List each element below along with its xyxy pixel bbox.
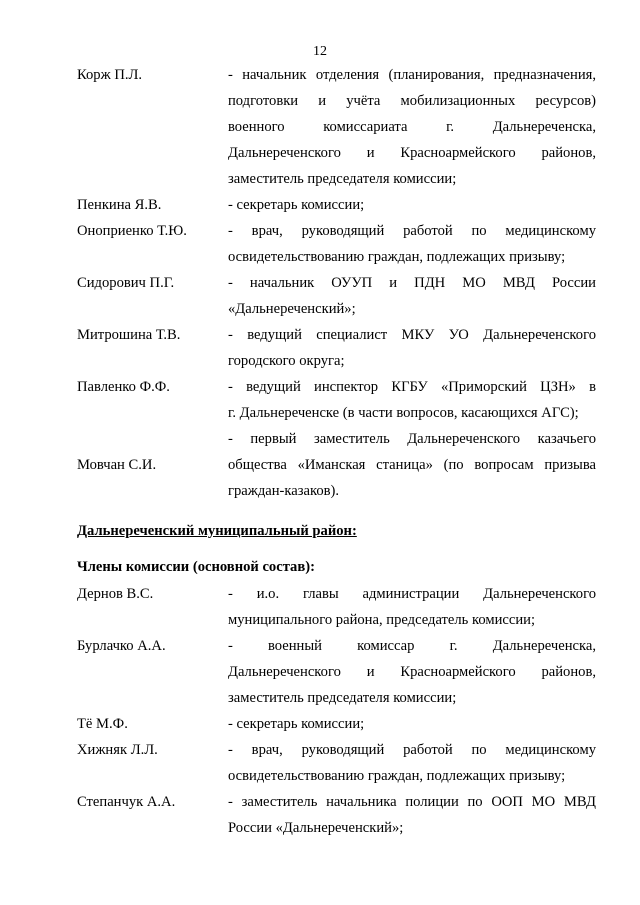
role-line: общества «Иманская станица» (по вопросам призыва: [228, 457, 596, 473]
member-role: [228, 218, 596, 270]
role-line: - первый заместитель Дальнереченского казачьего: [228, 431, 596, 447]
role-line: городского округа;: [228, 353, 345, 369]
member-name: Оноприенко Т.Ю.: [77, 223, 187, 239]
role-line: - и.о. главы администрации Дальнереченского: [228, 586, 596, 602]
role-line: Дальнереченского и Красноармейского районов,: [228, 145, 596, 161]
member-role: [228, 737, 596, 789]
role-line: - заместитель начальника полиции по ООП МО МВД: [228, 794, 596, 810]
member-role: [228, 426, 596, 504]
member-name: Бурлачко А.А.: [77, 638, 166, 654]
role-line: подготовки и учёта мобилизационных ресурсов): [228, 93, 596, 109]
member-role: [228, 711, 596, 737]
page-number: 12: [313, 44, 327, 59]
district-heading: Дальнереченский муниципальный район:: [77, 523, 357, 539]
role-line: военного комиссариата г. Дальнереченска,: [228, 119, 596, 135]
role-line: - военный комиссар г. Дальнереченска,: [228, 638, 596, 654]
role-line: России «Дальнереченский»;: [228, 820, 404, 836]
member-role: [228, 633, 596, 711]
member-name: Хижняк Л.Л.: [77, 742, 158, 758]
member-role: [228, 581, 596, 633]
role-line: муниципального района, председатель комиссии;: [228, 612, 536, 628]
member-role: [228, 270, 596, 322]
member-name: Павленко Ф.Ф.: [77, 379, 170, 395]
member-role: [228, 192, 596, 218]
role-line: заместитель председателя комиссии;: [228, 690, 457, 706]
role-line: г. Дальнереченске (в части вопросов, касающихся АГС);: [228, 405, 579, 421]
member-name: Корж П.Л.: [77, 67, 143, 83]
member-role: [228, 62, 596, 192]
role-line: - секретарь комиссии;: [228, 716, 365, 732]
role-line: - врач, руководящий работой по медицинскому: [228, 223, 596, 239]
role-line: заместитель председателя комиссии;: [228, 171, 457, 187]
role-line: - ведущий инспектор КГБУ «Приморский ЦЗН» в: [228, 379, 596, 395]
member-name: Пенкина Я.В.: [77, 197, 162, 213]
role-line: - начальник отделения (планирования, предназначения,: [228, 67, 596, 83]
role-line: - врач, руководящий работой по медицинскому: [228, 742, 596, 758]
role-line: - начальник ОУУП и ПДН МО МВД России: [228, 275, 596, 291]
members-heading: Члены комиссии (основной состав):: [77, 559, 315, 575]
role-line: - ведущий специалист МКУ УО Дальнереченского: [228, 327, 596, 343]
member-name: Дернов В.С.: [77, 586, 154, 602]
role-line: граждан-казаков).: [228, 483, 340, 499]
role-line: освидетельствованию граждан, подлежащих призыву;: [228, 768, 566, 784]
member-name: Степанчук А.А.: [77, 794, 176, 810]
member-name: Мовчан С.И.: [77, 457, 157, 473]
member-role: [228, 322, 596, 374]
role-line: «Дальнереченский»;: [228, 301, 356, 317]
role-line: освидетельствованию граждан, подлежащих призыву;: [228, 249, 566, 265]
role-line: Дальнереченского и Красноармейского районов,: [228, 664, 596, 680]
role-line: - секретарь комиссии;: [228, 197, 365, 213]
member-name: Митрошина Т.В.: [77, 327, 181, 343]
member-name: Тё М.Ф.: [77, 716, 128, 732]
member-role: [228, 374, 596, 426]
member-name: Сидорович П.Г.: [77, 275, 175, 291]
member-role: [228, 789, 596, 841]
